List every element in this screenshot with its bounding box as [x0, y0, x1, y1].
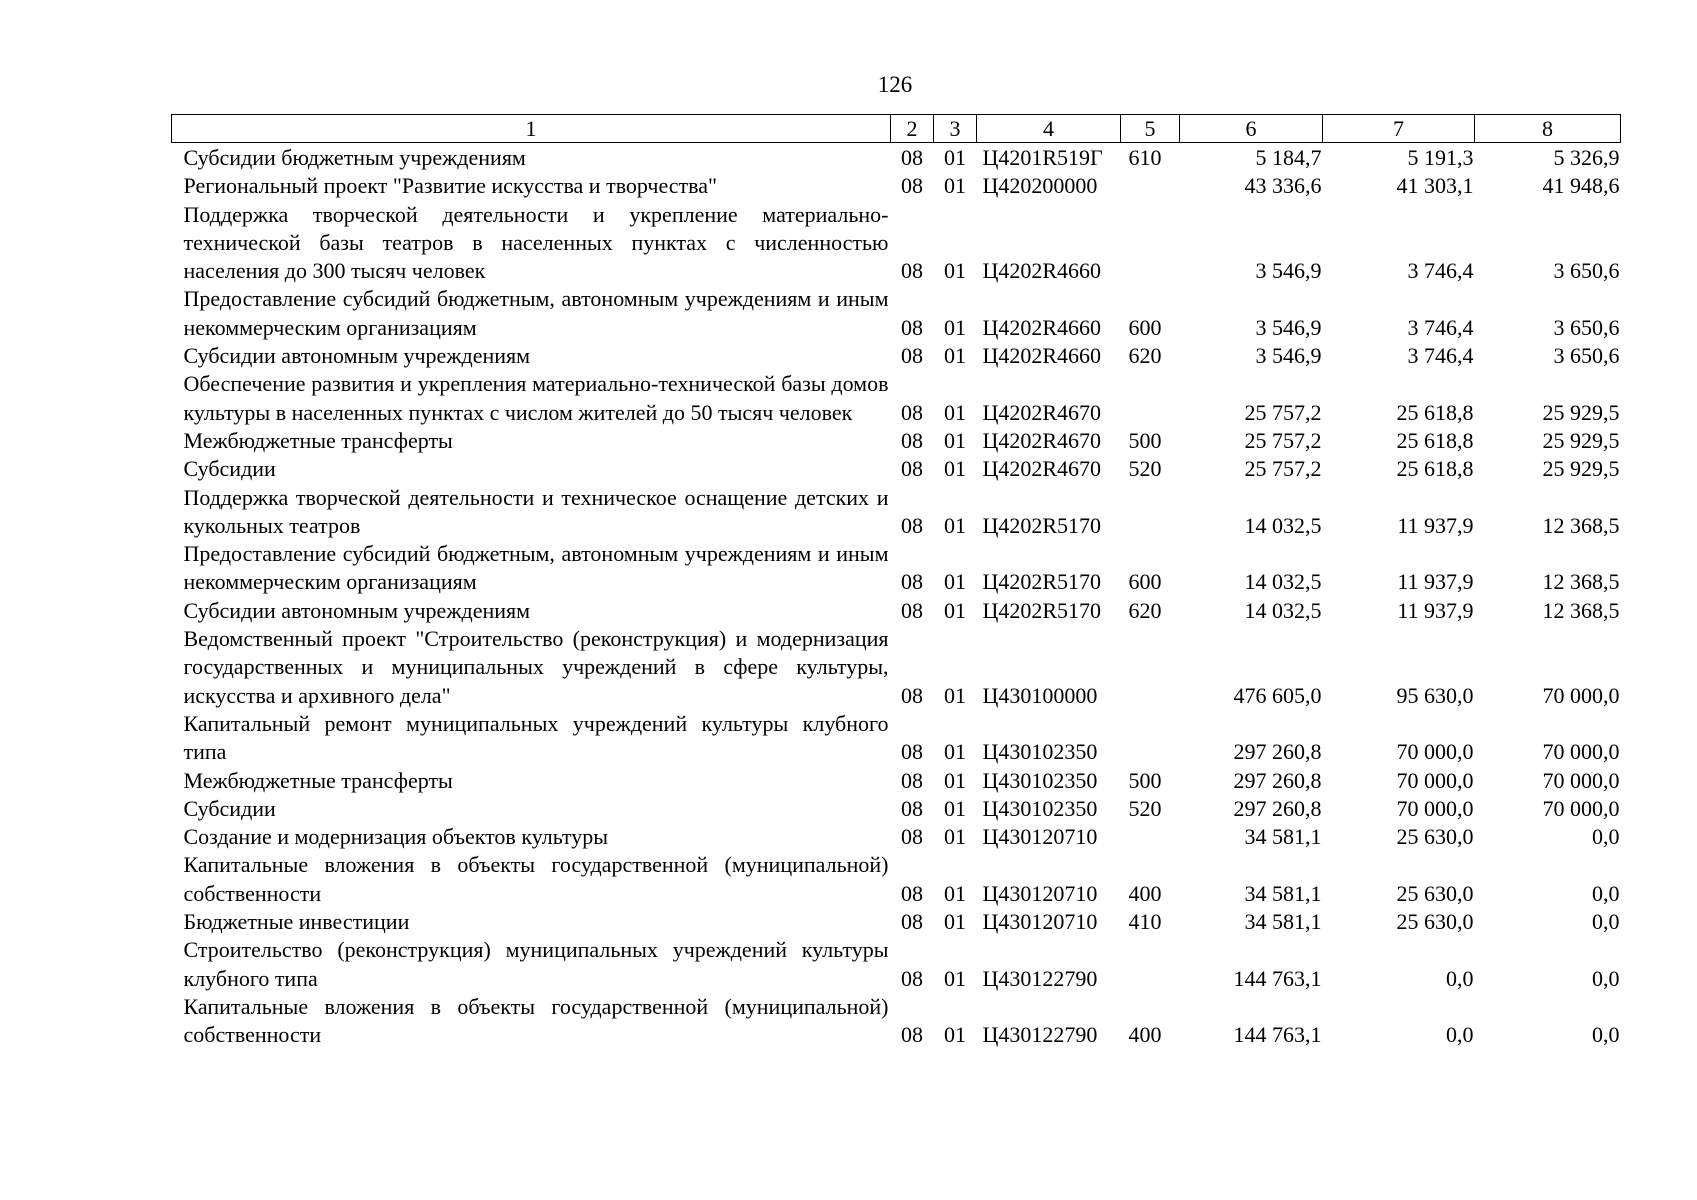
subsection-code: 01: [944, 314, 966, 340]
amount-year-3: 0,0: [1592, 965, 1620, 991]
header-col-3: 3: [934, 115, 977, 143]
amount-year-2: 70 000,0: [1396, 795, 1474, 821]
target-article-code: Ц4202R5170: [982, 512, 1102, 538]
item-name: Поддержка творческой деятельности и техническое оснащение детских и кукольных театров: [183, 484, 889, 538]
table-row: [172, 908, 1621, 936]
expense-type-code: 620: [1128, 597, 1162, 623]
item-name: Капитальные вложения в объекты государственной (муниципальной) собственности: [183, 993, 889, 1048]
subsection-code: 01: [944, 569, 966, 595]
item-name: Капитальные вложения в объекты государственной (муниципальной) собственности: [183, 852, 889, 906]
table-row: [172, 370, 1621, 427]
subsection-code: 01: [944, 343, 966, 369]
amount-year-3: 70 000,0: [1542, 682, 1620, 708]
table-row: [172, 201, 1621, 286]
expense-type-code: [1121, 710, 1180, 767]
table-header: [172, 115, 1621, 143]
amount-year-3: 0,0: [1592, 824, 1620, 850]
expense-type-code: [1121, 484, 1180, 541]
header-col-1: 1: [172, 115, 891, 143]
item-name: Межбюджетные трансферты: [183, 767, 453, 793]
header-col-6: 6: [1180, 115, 1323, 143]
section-code: 08: [901, 173, 923, 199]
amount-year-2: 25 630,0: [1396, 909, 1474, 935]
subsection-code: 01: [944, 682, 966, 708]
amount-year-2: 5 191,3: [1407, 145, 1474, 170]
item-name: Поддержка творческой деятельности и укрепление материально-технической базы театров в населенных пунктах с численностью населения до 300 тысяч человек: [183, 201, 889, 284]
amount-year-1: 25 757,2: [1244, 399, 1322, 425]
subsection-code: 01: [944, 739, 966, 765]
target-article-code: Ц4202R5170: [982, 569, 1102, 595]
amount-year-1: 144 763,1: [1233, 1022, 1322, 1048]
section-code: 08: [901, 824, 923, 850]
expense-type-code: [1121, 625, 1180, 710]
table-row: [172, 710, 1621, 767]
expense-type-code: 520: [1128, 456, 1162, 482]
subsection-code: 01: [944, 597, 966, 623]
item-name: Субсидии: [183, 795, 276, 821]
amount-year-3: 5 326,9: [1553, 145, 1620, 170]
header-col-2: 2: [891, 115, 934, 143]
header-col-7: 7: [1323, 115, 1475, 143]
amount-year-3: 12 368,5: [1542, 512, 1620, 538]
target-article-code: Ц430120710: [982, 909, 1098, 935]
amount-year-2: 11 937,9: [1397, 569, 1474, 595]
amount-year-1: 3 546,9: [1255, 343, 1322, 369]
section-code: 08: [901, 258, 923, 284]
amount-year-1: 5 184,7: [1255, 145, 1322, 170]
section-code: 08: [901, 880, 923, 906]
amount-year-3: 25 929,5: [1542, 399, 1620, 425]
table-row: [172, 597, 1621, 625]
expense-type-code: [1121, 370, 1180, 427]
target-article-code: Ц430102350: [982, 767, 1098, 793]
amount-year-2: 3 746,4: [1407, 343, 1474, 369]
target-article-code: Ц4202R4660: [982, 258, 1102, 284]
table-row: [172, 936, 1621, 993]
expense-type-code: 610: [1128, 145, 1162, 170]
table-row: [172, 625, 1621, 710]
target-article-code: Ц430120710: [982, 880, 1098, 906]
section-code: 08: [901, 314, 923, 340]
amount-year-1: 43 336,6: [1244, 173, 1322, 199]
subsection-code: 01: [944, 965, 966, 991]
subsection-code: 01: [944, 880, 966, 906]
amount-year-3: 25 929,5: [1542, 456, 1620, 482]
amount-year-2: 25 630,0: [1396, 824, 1474, 850]
section-code: 08: [901, 569, 923, 595]
expense-type-code: 520: [1128, 795, 1162, 821]
amount-year-3: 0,0: [1592, 880, 1620, 906]
header-row: [172, 115, 1621, 143]
expense-type-code: [1121, 936, 1180, 993]
amount-year-1: 14 032,5: [1244, 512, 1322, 538]
amount-year-1: 144 763,1: [1233, 965, 1322, 991]
amount-year-1: 297 260,8: [1233, 795, 1322, 821]
section-code: 08: [901, 456, 923, 482]
target-article-code: Ц4202R4670: [982, 399, 1102, 425]
section-code: 08: [901, 343, 923, 369]
target-article-code: Ц430122790: [982, 965, 1098, 991]
item-name: Предоставление субсидий бюджетным, автономным учреждениям и иным некоммерческим организациям: [183, 541, 889, 595]
amount-year-1: 25 757,2: [1244, 427, 1322, 453]
amount-year-1: 34 581,1: [1244, 880, 1322, 906]
table-body: [172, 143, 1621, 1050]
expense-type-code: [1121, 201, 1180, 286]
amount-year-3: 12 368,5: [1542, 569, 1620, 595]
target-article-code: Ц420200000: [982, 173, 1098, 199]
subsection-code: 01: [944, 795, 966, 821]
subsection-code: 01: [944, 399, 966, 425]
item-name: Капитальный ремонт муниципальных учреждений культуры клубного типа: [183, 710, 889, 765]
amount-year-3: 70 000,0: [1542, 767, 1620, 793]
expense-type-code: 620: [1128, 343, 1162, 369]
header-col-5: 5: [1121, 115, 1180, 143]
header-col-4: 4: [977, 115, 1121, 143]
subsection-code: 01: [944, 909, 966, 935]
target-article-code: Ц4202R4660: [982, 314, 1102, 340]
subsection-code: 01: [944, 145, 966, 170]
subsection-code: 01: [944, 456, 966, 482]
table-row: [172, 342, 1621, 370]
budget-table: [171, 114, 1621, 1050]
subsection-code: 01: [944, 767, 966, 793]
section-code: 08: [901, 909, 923, 935]
subsection-code: 01: [944, 1022, 966, 1048]
amount-year-3: 0,0: [1592, 909, 1620, 935]
item-name: Создание и модернизация объектов культуры: [183, 824, 609, 850]
amount-year-1: 297 260,8: [1233, 767, 1322, 793]
amount-year-1: 476 605,0: [1233, 682, 1322, 708]
amount-year-1: 3 546,9: [1255, 258, 1322, 284]
expense-type-code: 500: [1128, 427, 1162, 453]
amount-year-1: 25 757,2: [1244, 456, 1322, 482]
amount-year-2: 0,0: [1446, 965, 1474, 991]
amount-year-2: 25 630,0: [1396, 880, 1474, 906]
section-code: 08: [901, 795, 923, 821]
section-code: 08: [901, 739, 923, 765]
section-code: 08: [901, 1022, 923, 1048]
subsection-code: 01: [944, 173, 966, 199]
target-article-code: Ц430122790: [982, 1022, 1098, 1048]
subsection-code: 01: [944, 427, 966, 453]
item-name: Бюджетные инвестиции: [183, 909, 410, 935]
item-name: Ведомственный проект "Строительство (реконструкция) и модернизация государственных и муниципальных учреждений в сфере культуры, искусства и архивного дела": [183, 626, 889, 708]
amount-year-2: 0,0: [1446, 1022, 1474, 1048]
amount-year-3: 3 650,6: [1553, 258, 1620, 284]
subsection-code: 01: [944, 824, 966, 850]
amount-year-2: 25 618,8: [1396, 456, 1474, 482]
amount-year-2: 70 000,0: [1396, 767, 1474, 793]
table-row: [172, 795, 1621, 823]
amount-year-1: 14 032,5: [1244, 597, 1322, 623]
item-name: Обеспечение развития и укрепления материально-технической базы домов культуры в населенных пунктах с числом жителей до 50 тысяч человек: [183, 371, 889, 425]
subsection-code: 01: [944, 512, 966, 538]
expense-type-code: 400: [1128, 880, 1162, 906]
target-article-code: Ц4202R4670: [982, 427, 1102, 453]
target-article-code: Ц430120710: [982, 824, 1098, 850]
amount-year-3: 3 650,6: [1553, 343, 1620, 369]
item-name: Межбюджетные трансферты: [183, 427, 453, 453]
expense-type-code: 500: [1128, 767, 1162, 793]
amount-year-3: 25 929,5: [1542, 427, 1620, 453]
page-number: 126: [877, 72, 913, 97]
target-article-code: Ц430100000: [982, 682, 1098, 708]
table-row: [172, 427, 1621, 455]
target-article-code: Ц4202R5170: [982, 597, 1102, 623]
target-article-code: Ц430102350: [982, 795, 1098, 821]
expense-type-code: 600: [1128, 314, 1162, 340]
amount-year-1: 297 260,8: [1233, 739, 1322, 765]
section-code: 08: [901, 767, 923, 793]
table-row: [172, 285, 1621, 342]
section-code: 08: [901, 682, 923, 708]
target-article-code: Ц4201R519Г: [982, 145, 1103, 170]
amount-year-2: 11 937,9: [1397, 597, 1474, 623]
subsection-code: 01: [944, 258, 966, 284]
target-article-code: Ц4202R4660: [982, 343, 1102, 369]
expense-type-code: [1121, 823, 1180, 851]
amount-year-2: 95 630,0: [1396, 682, 1474, 708]
amount-year-1: 3 546,9: [1255, 314, 1322, 340]
table-row: [172, 540, 1621, 597]
table-row: [172, 172, 1621, 200]
amount-year-2: 3 746,4: [1407, 258, 1474, 284]
table-row: [172, 767, 1621, 795]
amount-year-3: 3 650,6: [1553, 314, 1620, 340]
amount-year-1: 34 581,1: [1244, 909, 1322, 935]
amount-year-2: 3 746,4: [1407, 314, 1474, 340]
amount-year-1: 34 581,1: [1244, 824, 1322, 850]
amount-year-3: 41 948,6: [1542, 173, 1620, 199]
amount-year-2: 25 618,8: [1396, 399, 1474, 425]
amount-year-2: 70 000,0: [1396, 739, 1474, 765]
table-row: [172, 455, 1621, 483]
item-name: Региональный проект "Развитие искусства и творчества": [183, 173, 717, 199]
amount-year-3: 70 000,0: [1542, 795, 1620, 821]
amount-year-2: 41 303,1: [1396, 173, 1474, 199]
section-code: 08: [901, 512, 923, 538]
amount-year-1: 14 032,5: [1244, 569, 1322, 595]
section-code: 08: [901, 399, 923, 425]
expense-type-code: [1121, 172, 1180, 200]
table-row: [172, 993, 1621, 1050]
section-code: 08: [901, 597, 923, 623]
item-name: Субсидии бюджетным учреждениям: [183, 145, 526, 170]
item-name: Субсидии: [183, 456, 276, 482]
item-name: Субсидии автономным учреждениям: [183, 597, 531, 623]
section-code: 08: [901, 965, 923, 991]
section-code: 08: [901, 427, 923, 453]
header-col-8: 8: [1475, 115, 1621, 143]
table-row: [172, 484, 1621, 541]
target-article-code: Ц430102350: [982, 739, 1098, 765]
section-code: 08: [901, 145, 923, 170]
target-article-code: Ц4202R4670: [982, 456, 1102, 482]
table-row: [172, 823, 1621, 851]
item-name: Субсидии автономным учреждениям: [183, 343, 531, 369]
table-row: [172, 851, 1621, 908]
amount-year-2: 11 937,9: [1397, 512, 1474, 538]
amount-year-3: 70 000,0: [1542, 739, 1620, 765]
amount-year-3: 12 368,5: [1542, 597, 1620, 623]
amount-year-2: 25 618,8: [1396, 427, 1474, 453]
item-name: Строительство (реконструкция) муниципальных учреждений культуры клубного типа: [183, 937, 889, 991]
table-row: [172, 143, 1621, 173]
expense-type-code: 600: [1128, 569, 1162, 595]
item-name: Предоставление субсидий бюджетным, автономным учреждениям и иным некоммерческим организациям: [183, 286, 889, 340]
expense-type-code: 410: [1128, 909, 1162, 935]
amount-year-3: 0,0: [1592, 1022, 1620, 1048]
expense-type-code: 400: [1128, 1022, 1162, 1048]
